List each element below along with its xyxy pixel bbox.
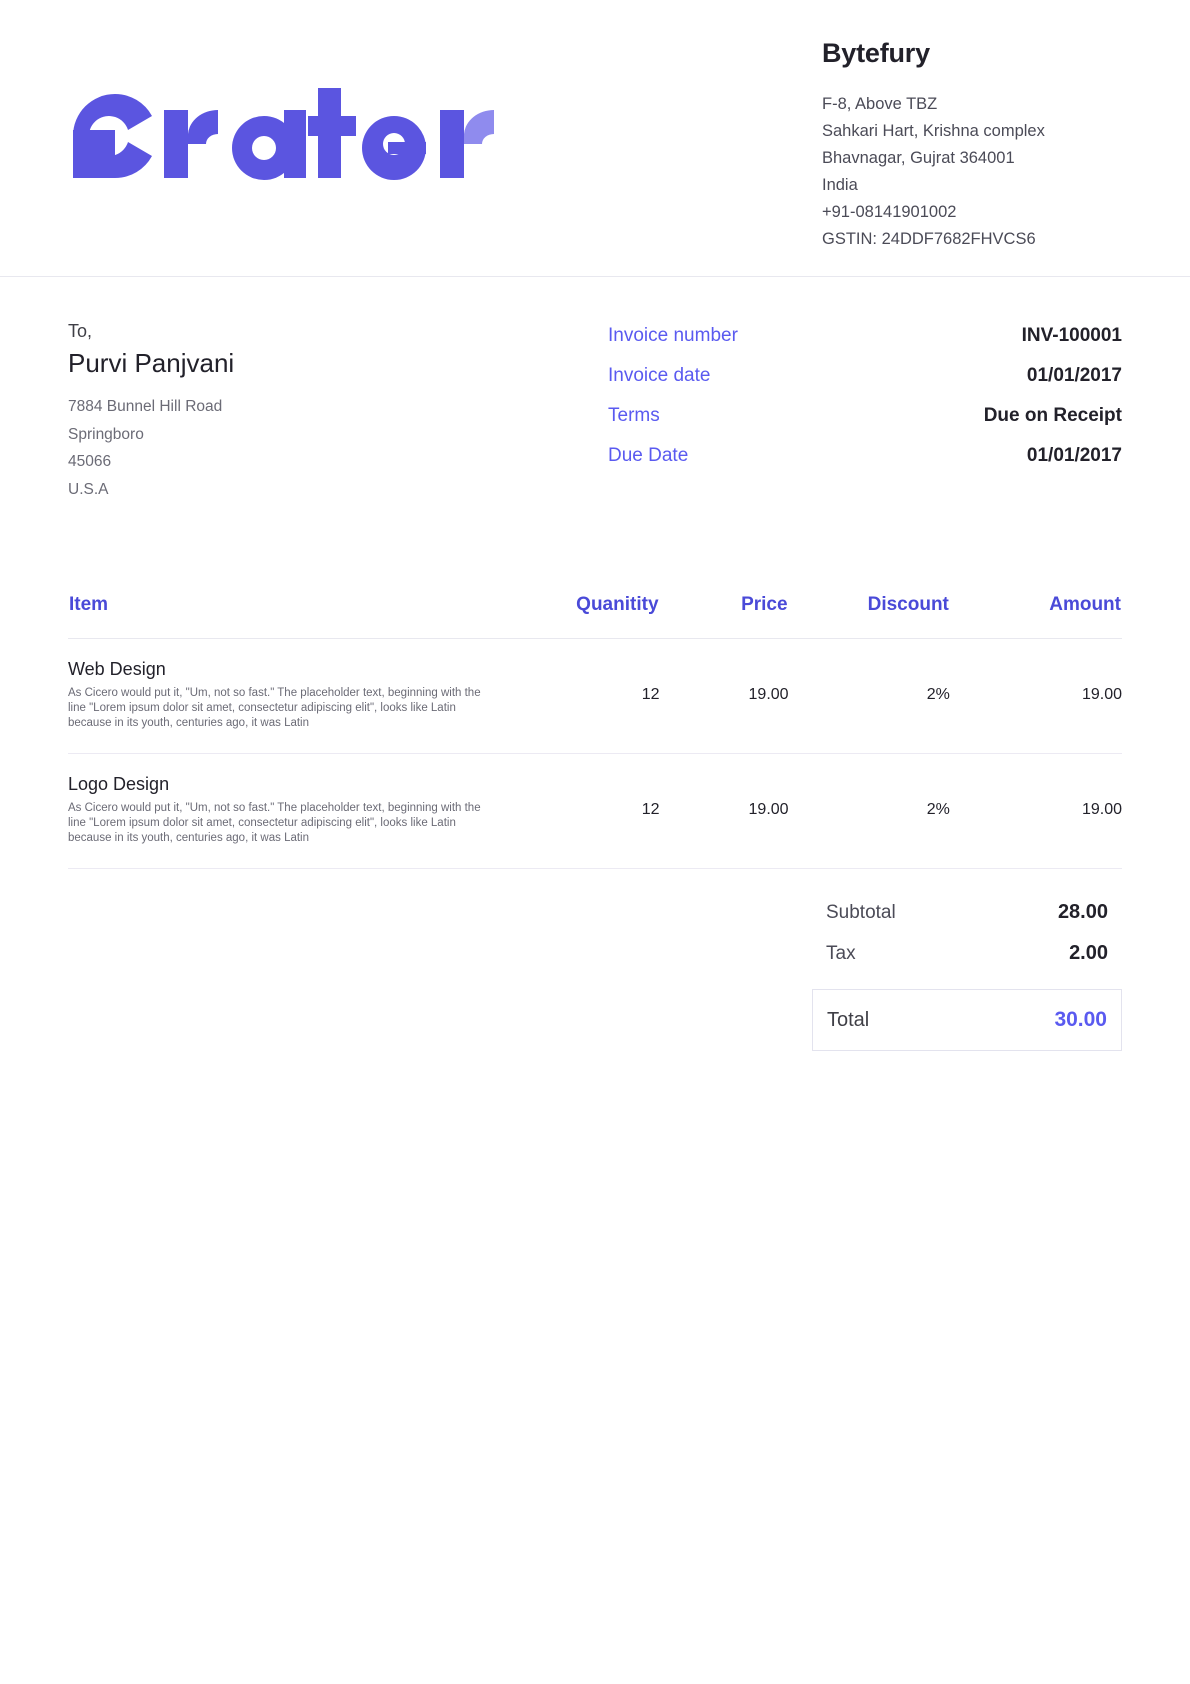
bill-to-address-line-4: U.S.A: [68, 480, 109, 498]
line-items-table: [68, 593, 1122, 869]
cell-price: 19.00: [660, 754, 789, 869]
cell-discount: 2%: [789, 754, 950, 869]
bill-to-name: Purvi Panjvani: [68, 348, 235, 378]
bill-to-block: [68, 321, 608, 503]
company-phone: +91-08141901002: [822, 203, 957, 221]
meta-label-due-date: Due Date: [608, 445, 689, 466]
totals-box: [812, 901, 1122, 1051]
cell-amount: 19.00: [950, 639, 1122, 754]
company-gstin: GSTIN: 24DDF7682FHVCS6: [822, 230, 1036, 248]
line-items-section: [68, 593, 1122, 869]
item-description: As Cicero would put it, "Um, not so fast." The placeholder text, beginning with the line "Lorem ipsum dolor sit amet, consectetur adipiscing elit", looks like Latin because in its youth, centuries ago, it was Latin: [68, 687, 481, 729]
column-header-discount: Discount: [789, 593, 950, 639]
meta-value-terms: Due on Receipt: [983, 405, 1122, 426]
grand-total-value: 30.00: [1054, 1008, 1107, 1031]
meta-label-terms: Terms: [608, 405, 660, 426]
item-name: Logo Design: [68, 774, 170, 794]
brand-logo: [68, 34, 498, 186]
cell-item: [68, 639, 520, 754]
cell-quantity: 12: [520, 639, 660, 754]
column-header-quantity: Quanitity: [520, 593, 660, 639]
cell-quantity: 12: [520, 754, 660, 869]
cell-discount: 2%: [789, 639, 950, 754]
item-description: As Cicero would put it, "Um, not so fast." The placeholder text, beginning with the line "Lorem ipsum dolor sit amet, consectetur adipiscing elit", looks like Latin because in its youth, centuries ago, it was Latin: [68, 802, 481, 844]
tax-label: Tax: [826, 943, 856, 964]
meta-row-invoice-date: [608, 365, 1122, 387]
column-header-item: Item: [68, 593, 520, 639]
column-header-amount: Amount: [950, 593, 1122, 639]
item-name: Web Design: [68, 659, 166, 679]
line-items-body: [68, 639, 1122, 869]
crater-logo-icon: [68, 86, 498, 186]
subtotal-label: Subtotal: [826, 902, 896, 923]
bill-to-address-line-2: Springboro: [68, 425, 144, 443]
invoice-header: [0, 0, 1190, 277]
subtotal-value: 28.00: [1057, 901, 1108, 923]
meta-label-invoice-date: Invoice date: [608, 365, 711, 386]
cell-price: 19.00: [660, 639, 789, 754]
company-name: Bytefury: [822, 38, 930, 68]
table-row: [68, 754, 1122, 869]
table-row: [68, 639, 1122, 754]
column-header-price: Price: [660, 593, 789, 639]
company-address-line-4: India: [822, 176, 858, 194]
bill-to-label: To,: [68, 321, 93, 341]
invoice-parties-section: [0, 277, 1190, 503]
meta-label-invoice-number: Invoice number: [608, 325, 738, 346]
meta-row-terms: [608, 405, 1122, 427]
tax-row: [812, 942, 1122, 983]
cell-item: [68, 754, 520, 869]
meta-row-invoice-number: [608, 325, 1122, 347]
grand-total-row: [812, 989, 1122, 1051]
meta-value-invoice-date: 01/01/2017: [1026, 365, 1122, 386]
meta-row-due-date: [608, 445, 1122, 467]
company-address-line-1: F-8, Above TBZ: [822, 95, 938, 113]
totals-section: [68, 901, 1122, 1051]
line-items-head: [68, 593, 1122, 639]
bill-to-address-line-1: 7884 Bunnel Hill Road: [68, 398, 223, 415]
company-address-line-3: Bhavnagar, Gujrat 364001: [822, 149, 1015, 167]
company-info: [822, 34, 1122, 253]
invoice-meta-block: [608, 321, 1122, 503]
meta-value-due-date: 01/01/2017: [1026, 445, 1122, 466]
subtotal-row: [812, 901, 1122, 942]
bill-to-address-line-3: 45066: [68, 453, 112, 470]
meta-value-invoice-number: INV-100001: [1021, 325, 1122, 346]
company-address-line-2: Sahkari Hart, Krishna complex: [822, 122, 1045, 140]
tax-value: 2.00: [1069, 942, 1108, 964]
grand-total-label: Total: [827, 1008, 870, 1031]
table-header-row: [68, 593, 1122, 639]
cell-amount: 19.00: [950, 754, 1122, 869]
